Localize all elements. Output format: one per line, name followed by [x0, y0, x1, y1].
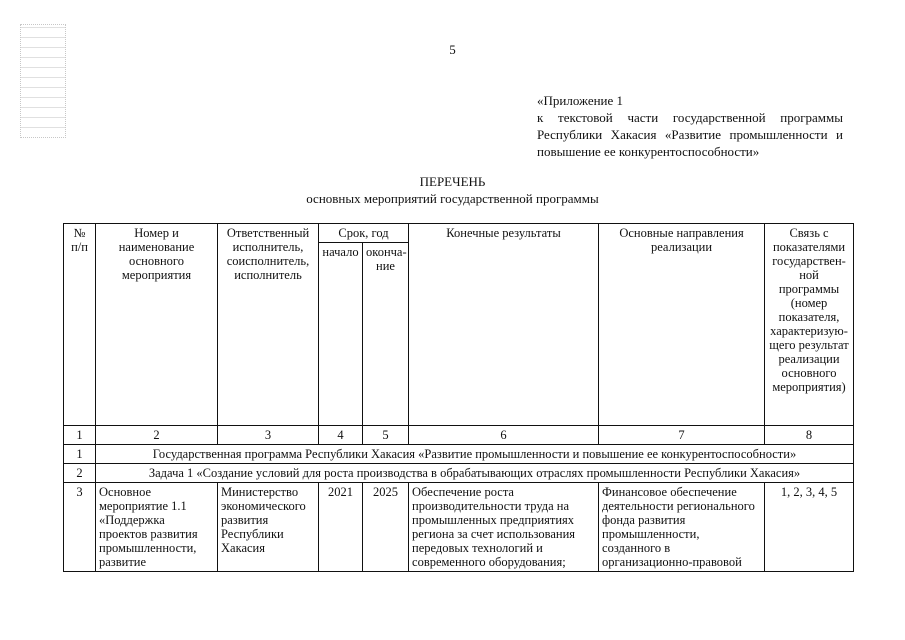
header-results: Конечные результаты [409, 224, 599, 426]
col-number-7: 7 [599, 426, 765, 445]
row-1-num: 1 [64, 445, 96, 464]
row-3-directions: Финансовое обеспечение деятельности регионального фонда развития промышленности, созданного в организационно-правовой [599, 483, 765, 572]
row-2-num: 2 [64, 464, 96, 483]
appendix-line-1: «Приложение 1 [537, 93, 624, 108]
document-title [0, 173, 905, 207]
header-term: Срок, год [319, 224, 409, 243]
col-number-8: 8 [765, 426, 854, 445]
header-name: Номер и наименование основного мероприятия [96, 224, 218, 426]
title-line-1: ПЕРЕЧЕНЬ [419, 174, 486, 189]
col-number-3: 3 [218, 426, 319, 445]
header-directions: Основные направления реализации [599, 224, 765, 426]
row-2-task: Задача 1 «Создание условий для роста производства в обрабатывающих отраслях промышленности Республики Хакасия» [96, 464, 854, 483]
table-row [64, 483, 854, 572]
appendix-block [537, 92, 843, 160]
header-start: начало [319, 243, 363, 426]
row-3-executor: Министерство экономического развития Республики Хакасия [218, 483, 319, 572]
page-number: 5 [449, 42, 456, 57]
header-link: Связь с показателями государствен-ной программы (номер показателя, характеризую-щего результат реализации основного мероприятия) [765, 224, 854, 426]
measures-table [63, 223, 854, 572]
row-3-link: 1, 2, 3, 4, 5 [765, 483, 854, 572]
col-number-1: 1 [64, 426, 96, 445]
header-end: оконча-ние [363, 243, 409, 426]
column-number-row [64, 426, 854, 445]
col-number-6: 6 [409, 426, 599, 445]
header-num: № п/п [64, 224, 96, 426]
col-number-5: 5 [363, 426, 409, 445]
table-row [64, 464, 854, 483]
appendix-line-3: Республики Хакасия «Развитие промышленности и [537, 127, 843, 142]
appendix-line-2: к текстовой части государственной программы [537, 110, 843, 125]
row-3-results: Обеспечение роста производительности труда на промышленных предприятиях региона за счет использования передовых технологий и современного оборудования; [409, 483, 599, 572]
col-number-4: 4 [319, 426, 363, 445]
row-1-program: Государственная программа Республики Хакасия «Развитие промышленности и повышение ее конкурентоспособности» [96, 445, 854, 464]
header-executor: Ответственный исполнитель, соисполнитель, исполнитель [218, 224, 319, 426]
table-row [64, 445, 854, 464]
appendix-line-4: повышение ее конкурентоспособности» [537, 144, 760, 159]
row-3-start: 2021 [319, 483, 363, 572]
row-3-num: 3 [64, 483, 96, 572]
row-3-name: Основное мероприятие 1.1 «Поддержка проектов развития промышленности, развитие [96, 483, 218, 572]
title-line-2: основных мероприятий государственной программы [306, 191, 599, 206]
col-number-2: 2 [96, 426, 218, 445]
row-3-end: 2025 [363, 483, 409, 572]
